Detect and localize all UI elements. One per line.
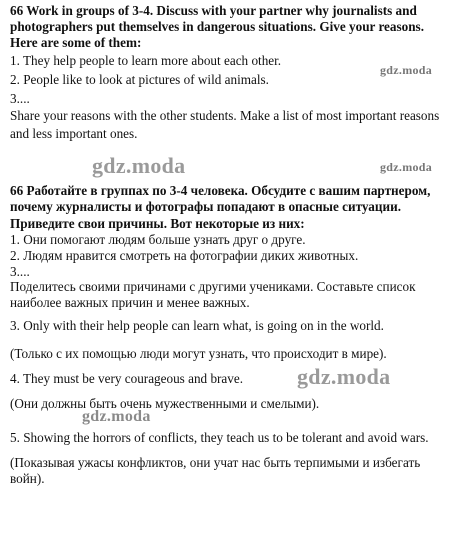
watermark-logo: gdz.moda — [380, 63, 433, 77]
task-heading-ru-line3: Приведите свои причины. Вот некоторые из них: — [10, 216, 305, 231]
task-heading-en-line1: 66 Work in groups of 3-4. Discuss with your partner why journalists and — [10, 3, 417, 18]
task-item-en-2: 2. People like to look at pictures of wild animals. — [10, 72, 269, 87]
answer-4-en: 4. They must be very courageous and brave. — [10, 371, 244, 386]
answer-3-ru: (Только с их помощью люди могут узнать, что происходит в мире). — [10, 346, 387, 361]
task-share-ru-line1: Поделитесь своими причинами с другими учениками. Составьте список — [10, 279, 416, 294]
watermark-logo: gdz.moda — [92, 153, 186, 178]
task-share-en-line1: Share your reasons with the other students. Make a list of most important reasons — [10, 108, 440, 123]
task-heading-ru-line2: почему журналисты и фотографы попадают в опасные ситуации. — [10, 199, 401, 214]
watermark-logo: gdz.moda — [380, 160, 433, 174]
task-item-en-1: 1. They help people to learn more about each other. — [10, 53, 282, 68]
watermark-logo: gdz.moda — [82, 408, 151, 425]
answer-4-ru: (Они должны быть очень мужественными и смелыми). — [10, 396, 320, 411]
answer-5-ru-line1: (Показывая ужасы конфликтов, они учат нас быть терпимыми и избегать — [10, 455, 421, 470]
task-heading-en-line2: photographers put themselves in dangerous situations. Give your reasons. — [10, 19, 424, 34]
task-heading-en-line3: Here are some of them: — [10, 35, 142, 50]
task-heading-ru-line1: 66 Работайте в группах по 3-4 человека. Обсудите с вашим партнером, — [10, 183, 431, 198]
task-item-ru-1: 1. Они помогают людям больше узнать друг о друге. — [10, 232, 306, 247]
task-item-ru-2: 2. Людям нравится смотреть на фотографии диких животных. — [10, 248, 359, 263]
task-share-en-line2: and less important ones. — [10, 126, 138, 141]
watermark-logo: gdz.moda — [297, 364, 391, 389]
task-share-ru-line2: наиболее важных причин и менее важных. — [10, 295, 250, 310]
answer-5-ru-line2: войн). — [10, 471, 45, 486]
task-item-en-3: 3.... — [10, 91, 30, 106]
answer-3-en: 3. Only with their help people can learn what, is going on in the world. — [10, 318, 384, 333]
task-item-ru-3: 3.... — [10, 264, 30, 279]
answer-5-en: 5. Showing the horrors of conflicts, they teach us to be tolerant and avoid wars. — [10, 430, 429, 445]
